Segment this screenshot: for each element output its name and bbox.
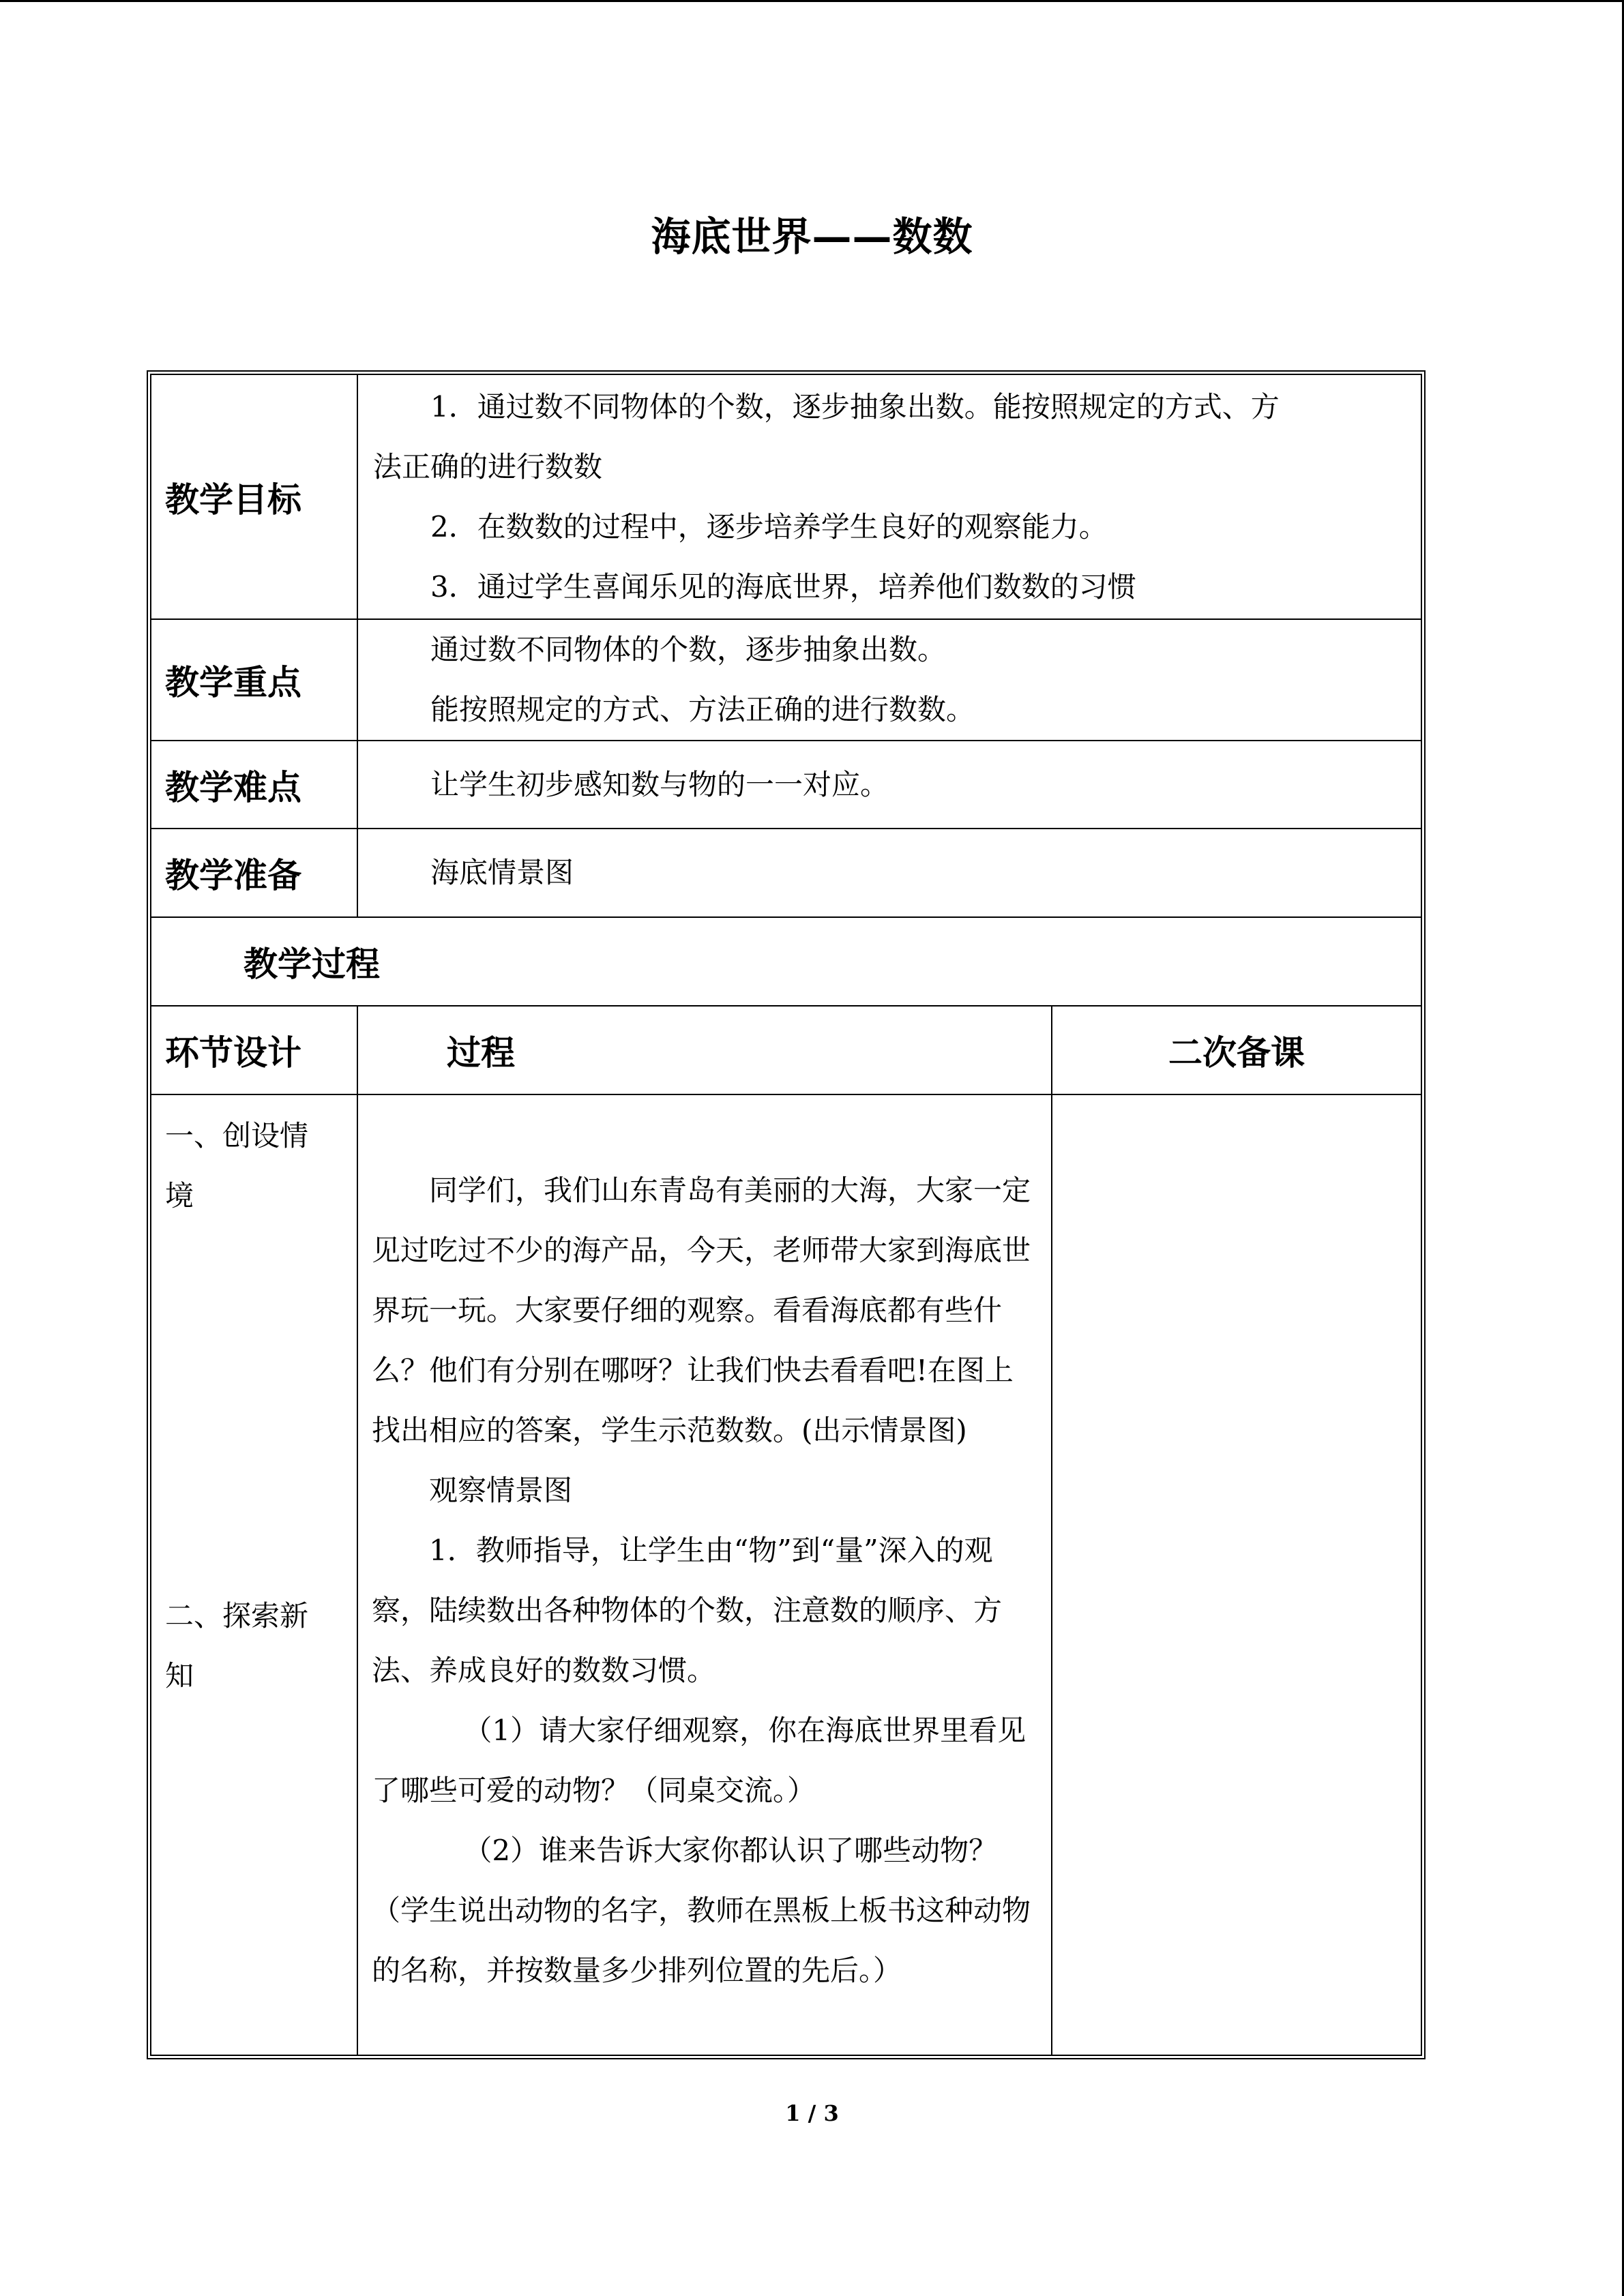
lesson-plan-table [147,370,1426,2059]
goal-line: 法正确的进行数数 [373,449,603,483]
process-paragraph: 1．教师指导，让学生由“物”到“量”深入的观察，陆续数出各种物体的个数，注意数的顺序、方法、养成良好的数数习惯。 [372,1533,1003,1687]
process-title-row [151,917,1421,1006]
preparation-row [151,829,1421,917]
key-content [357,619,1421,741]
preparation-content [357,829,1421,917]
difficulty-label: 教学难点 [151,741,357,829]
preparation-line: 海底情景图 [430,856,574,889]
difficulty-line: 让学生初步感知数与物的一一对应。 [430,767,889,801]
key-line: 能按照规定的方式、方法正确的进行数数。 [430,693,975,726]
notes-column [1052,1094,1421,2055]
goal-line: 1．通过数不同物体的个数，逐步抽象出数。能按照规定的方式、方 [430,389,1280,423]
goal-content [357,375,1421,619]
header-process: 过程 [357,1006,1052,1094]
goal-line: 3．通过学生喜闻乐见的海底世界，培养他们数数的习惯 [430,569,1136,603]
difficulty-row [151,741,1421,829]
goal-row [151,375,1421,619]
header-stage: 环节设计 [151,1006,357,1094]
stage-2: 二、探索新 知 [165,1599,309,1693]
page-top-border [0,0,1624,2]
stage-1: 一、创设情 境 [165,1119,309,1212]
process-paragraph: （1）请大家仔细观察，你在海底世界里看见了哪些可爱的动物？（同桌交流。） [372,1713,1027,1807]
document-title: 海底世界——数数 [651,213,973,260]
goal-line: 2．在数数的过程中，逐步培养学生良好的观察能力。 [430,509,1108,543]
key-row [151,619,1421,741]
difficulty-content [357,741,1421,829]
process-paragraph: 同学们，我们山东青岛有美丽的大海，大家一定见过吃过不少的海产品，今天，老师带大家到海底世界玩一玩。大家要仔细的观察。看看海底都有些什么？他们有分别在哪呀？让我们快去看看吧!在图上找出相应的答案，学生示范数数。(出示情景图) [372,1173,1031,1447]
process-title: 教学过程 [151,917,1421,1006]
process-header-row [151,1006,1421,1094]
preparation-label: 教学准备 [151,829,357,917]
header-notes: 二次备课 [1052,1006,1421,1094]
stage-column [151,1094,357,2055]
process-column [357,1094,1052,2055]
key-line: 通过数不同物体的个数，逐步抽象出数。 [430,633,947,666]
process-paragraph: 观察情景图 [429,1473,573,1507]
goal-label: 教学目标 [151,375,357,619]
process-paragraph: （2）谁来告诉大家你都认识了哪些动物？（学生说出动物的名字，教师在黑板上板书这种动物的名称，并按数量多少排列位置的先后。） [372,1833,1031,1987]
process-body-row [151,1094,1421,2055]
page-number: 1 / 3 [785,2100,839,2126]
key-label: 教学重点 [151,619,357,741]
